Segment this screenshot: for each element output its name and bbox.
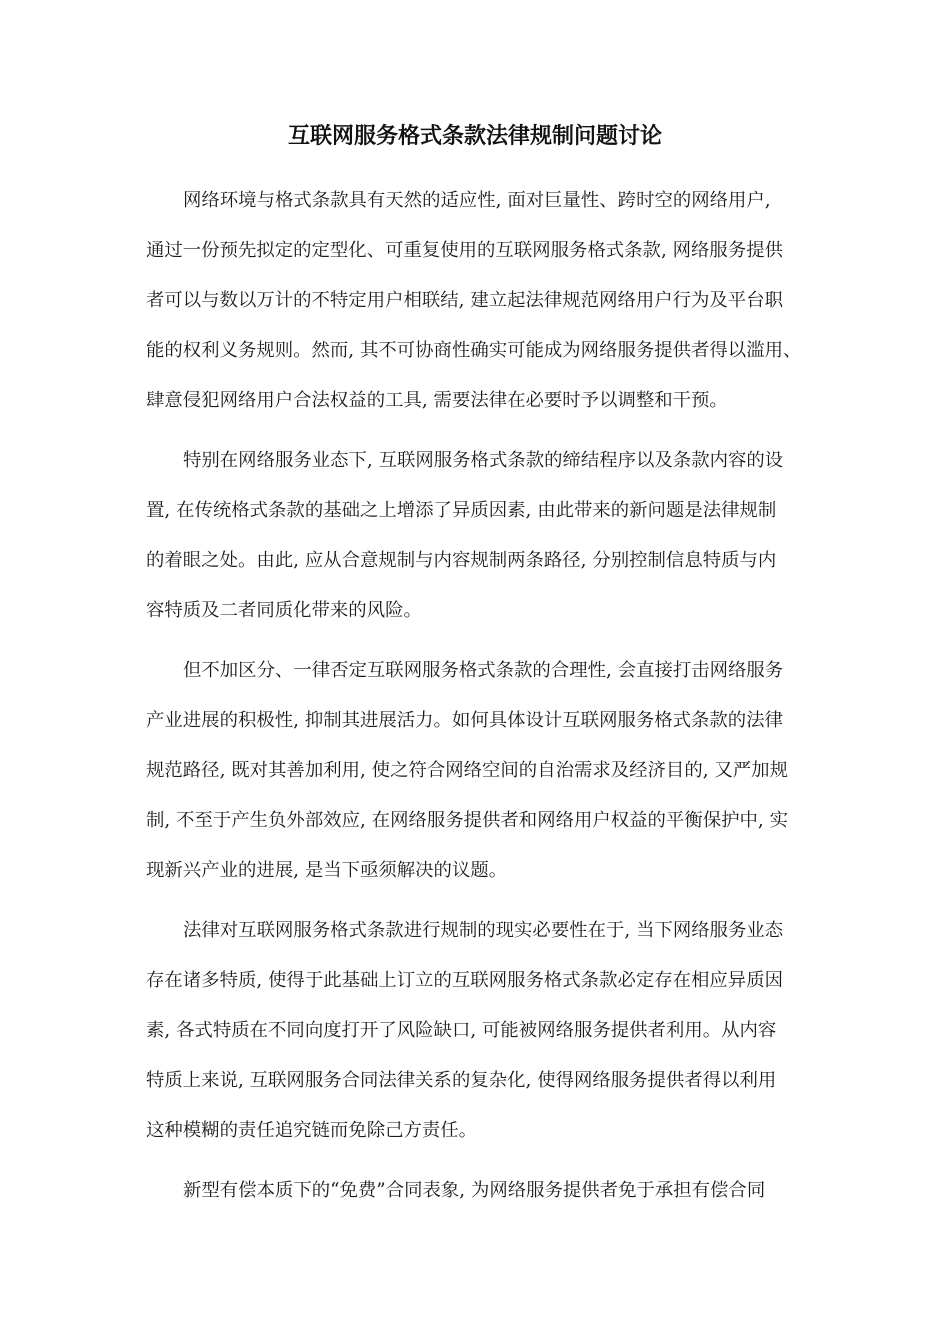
paragraph-4-line-5: 这种模糊的责任追究链而免除己方责任。 — [146, 1120, 478, 1141]
paragraph-1-line-2: 通过一份预先拟定的定型化、可重复使用的互联网服务格式条款, 网络服务提供 — [146, 240, 783, 261]
paragraph-1-line-1: 网络环境与格式条款具有天然的适应性, 面对巨量性、跨时空的网络用户, — [183, 190, 771, 211]
paragraph-2-line-3: 的着眼之处。由此, 应从合意规制与内容规制两条路径, 分别控制信息特质与内 — [146, 550, 777, 571]
paragraph-3-line-2: 产业进展的积极性, 抑制其进展活力。如何具体设计互联网服务格式条款的法律 — [146, 710, 783, 731]
paragraph-1-line-4: 能的权利义务规则。然而, 其不可协商性确实可能成为网络服务提供者得以滥用、 — [146, 340, 802, 361]
paragraph-5-line-1: 新型有偿本质下的“免费”合同表象, 为网络服务提供者免于承担有偿合同 — [183, 1180, 766, 1201]
paragraph-4-line-1: 法律对互联网服务格式条款进行规制的现实必要性在于, 当下网络服务业态 — [183, 920, 784, 941]
paragraph-2-line-2: 置, 在传统格式条款的基础之上增添了异质因素, 由此带来的新问题是法律规制 — [146, 500, 777, 521]
paragraph-4-line-4: 特质上来说, 互联网服务合同法律关系的复杂化, 使得网络服务提供者得以利用 — [146, 1070, 777, 1091]
paragraph-2-line-4: 容特质及二者同质化带来的风险。 — [146, 600, 422, 621]
paragraph-3-line-1: 但不加区分、一律否定互联网服务格式条款的合理性, 会直接打击网络服务 — [183, 660, 784, 681]
paragraph-2-line-1: 特别在网络服务业态下, 互联网服务格式条款的缔结程序以及条款内容的设 — [183, 450, 784, 471]
paragraph-4-line-2: 存在诸多特质, 使得于此基础上订立的互联网服务格式条款必定存在相应异质因 — [146, 970, 783, 991]
paragraph-4-line-3: 素, 各式特质在不同向度打开了风险缺口, 可能被网络服务提供者利用。从内容 — [146, 1020, 777, 1041]
paragraph-1-line-5: 肆意侵犯网络用户合法权益的工具, 需要法律在必要时予以调整和干预。 — [146, 390, 728, 411]
document-title: 互联网服务格式条款法律规制问题讨论 — [287, 123, 662, 149]
paragraph-3-line-5: 现新兴产业的进展, 是当下亟须解决的议题。 — [146, 860, 508, 881]
paragraph-3-line-4: 制, 不至于产生负外部效应, 在网络服务提供者和网络用户权益的平衡保护中, 实 — [146, 810, 788, 831]
paragraph-1-line-3: 者可以与数以万计的不特定用户相联结, 建立起法律规范网络用户行为及平台职 — [146, 290, 783, 311]
paragraph-3-line-3: 规范路径, 既对其善加利用, 使之符合网络空间的自治需求及经济目的, 又严加规 — [146, 760, 788, 781]
